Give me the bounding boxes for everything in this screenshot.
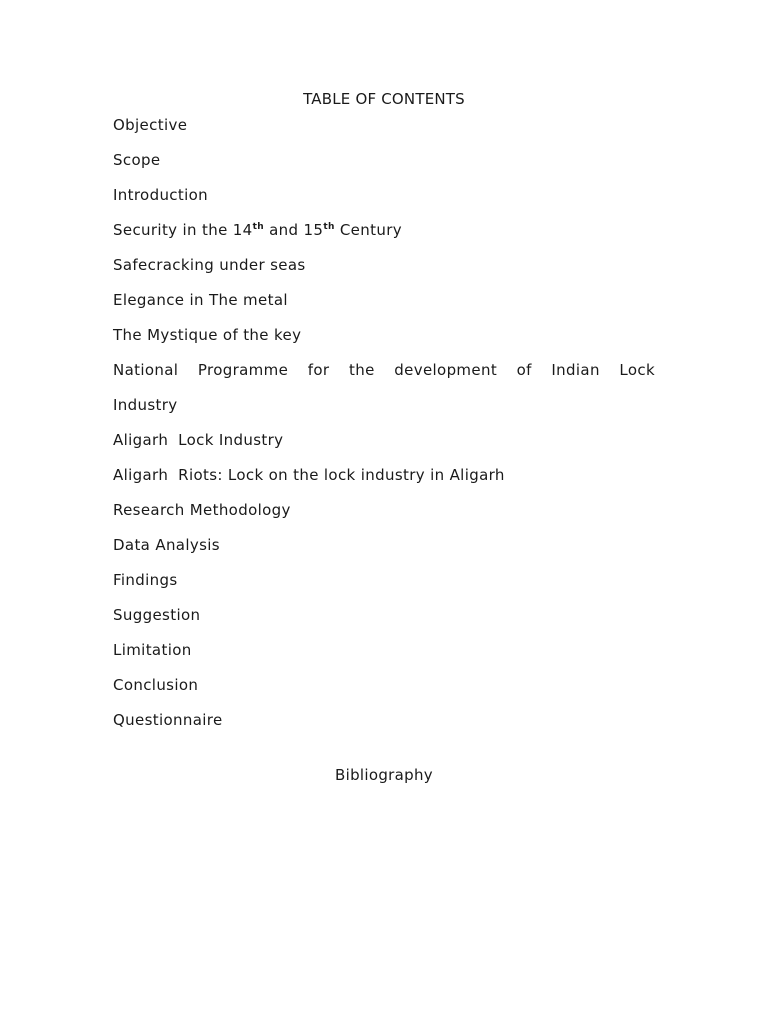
toc-item-aligarh-lock-industry <box>113 429 655 464</box>
toc-item-conclusion: Conclusion <box>113 676 199 694</box>
toc-item-aligarh-word: Aligarh <box>113 431 169 449</box>
toc-item-mystique: The Mystique of the key <box>113 326 302 344</box>
toc-item-aligarh-riots <box>113 464 655 499</box>
toc-list <box>113 114 655 744</box>
toc-item-questionnaire: Questionnaire <box>113 711 223 729</box>
toc-item-introduction: Introduction <box>113 186 209 204</box>
toc-item-aligarh-riots-word: Aligarh <box>113 466 169 484</box>
toc-item-security-text-2: and 15 <box>264 221 324 239</box>
toc-item-national-programme-line-2: Industry <box>113 396 178 414</box>
bibliography-heading: Bibliography <box>335 766 433 784</box>
toc-item-national-programme-line-1: National Programme for the development of Indian Lock <box>113 361 655 379</box>
toc-item-elegance: Elegance in The metal <box>113 291 288 309</box>
toc-item-security-text-1: Security in the 14 <box>113 221 253 239</box>
toc-item-aligarh-lock-text: Lock Industry <box>178 431 284 449</box>
toc-item-security-text-3: Century <box>334 221 402 239</box>
toc-item-suggestion: Suggestion <box>113 606 201 624</box>
toc-item-objective: Objective <box>113 116 188 134</box>
toc-item-findings: Findings <box>113 571 178 589</box>
toc-item-limitation: Limitation <box>113 641 192 659</box>
toc-item-security <box>113 219 655 254</box>
toc-item-safecracking: Safecracking under seas <box>113 256 306 274</box>
toc-item-security-superscript-1: th <box>252 222 265 232</box>
toc-item-scope: Scope <box>113 151 161 169</box>
page-title: TABLE OF CONTENTS <box>303 90 465 108</box>
toc-item-data-analysis: Data Analysis <box>113 536 220 554</box>
toc-item-security-superscript-2: th <box>323 222 335 232</box>
toc-item-aligarh-riots-text: Riots: Lock on the lock industry in Aligarh <box>178 466 505 484</box>
toc-item-research-methodology: Research Methodology <box>113 501 291 519</box>
